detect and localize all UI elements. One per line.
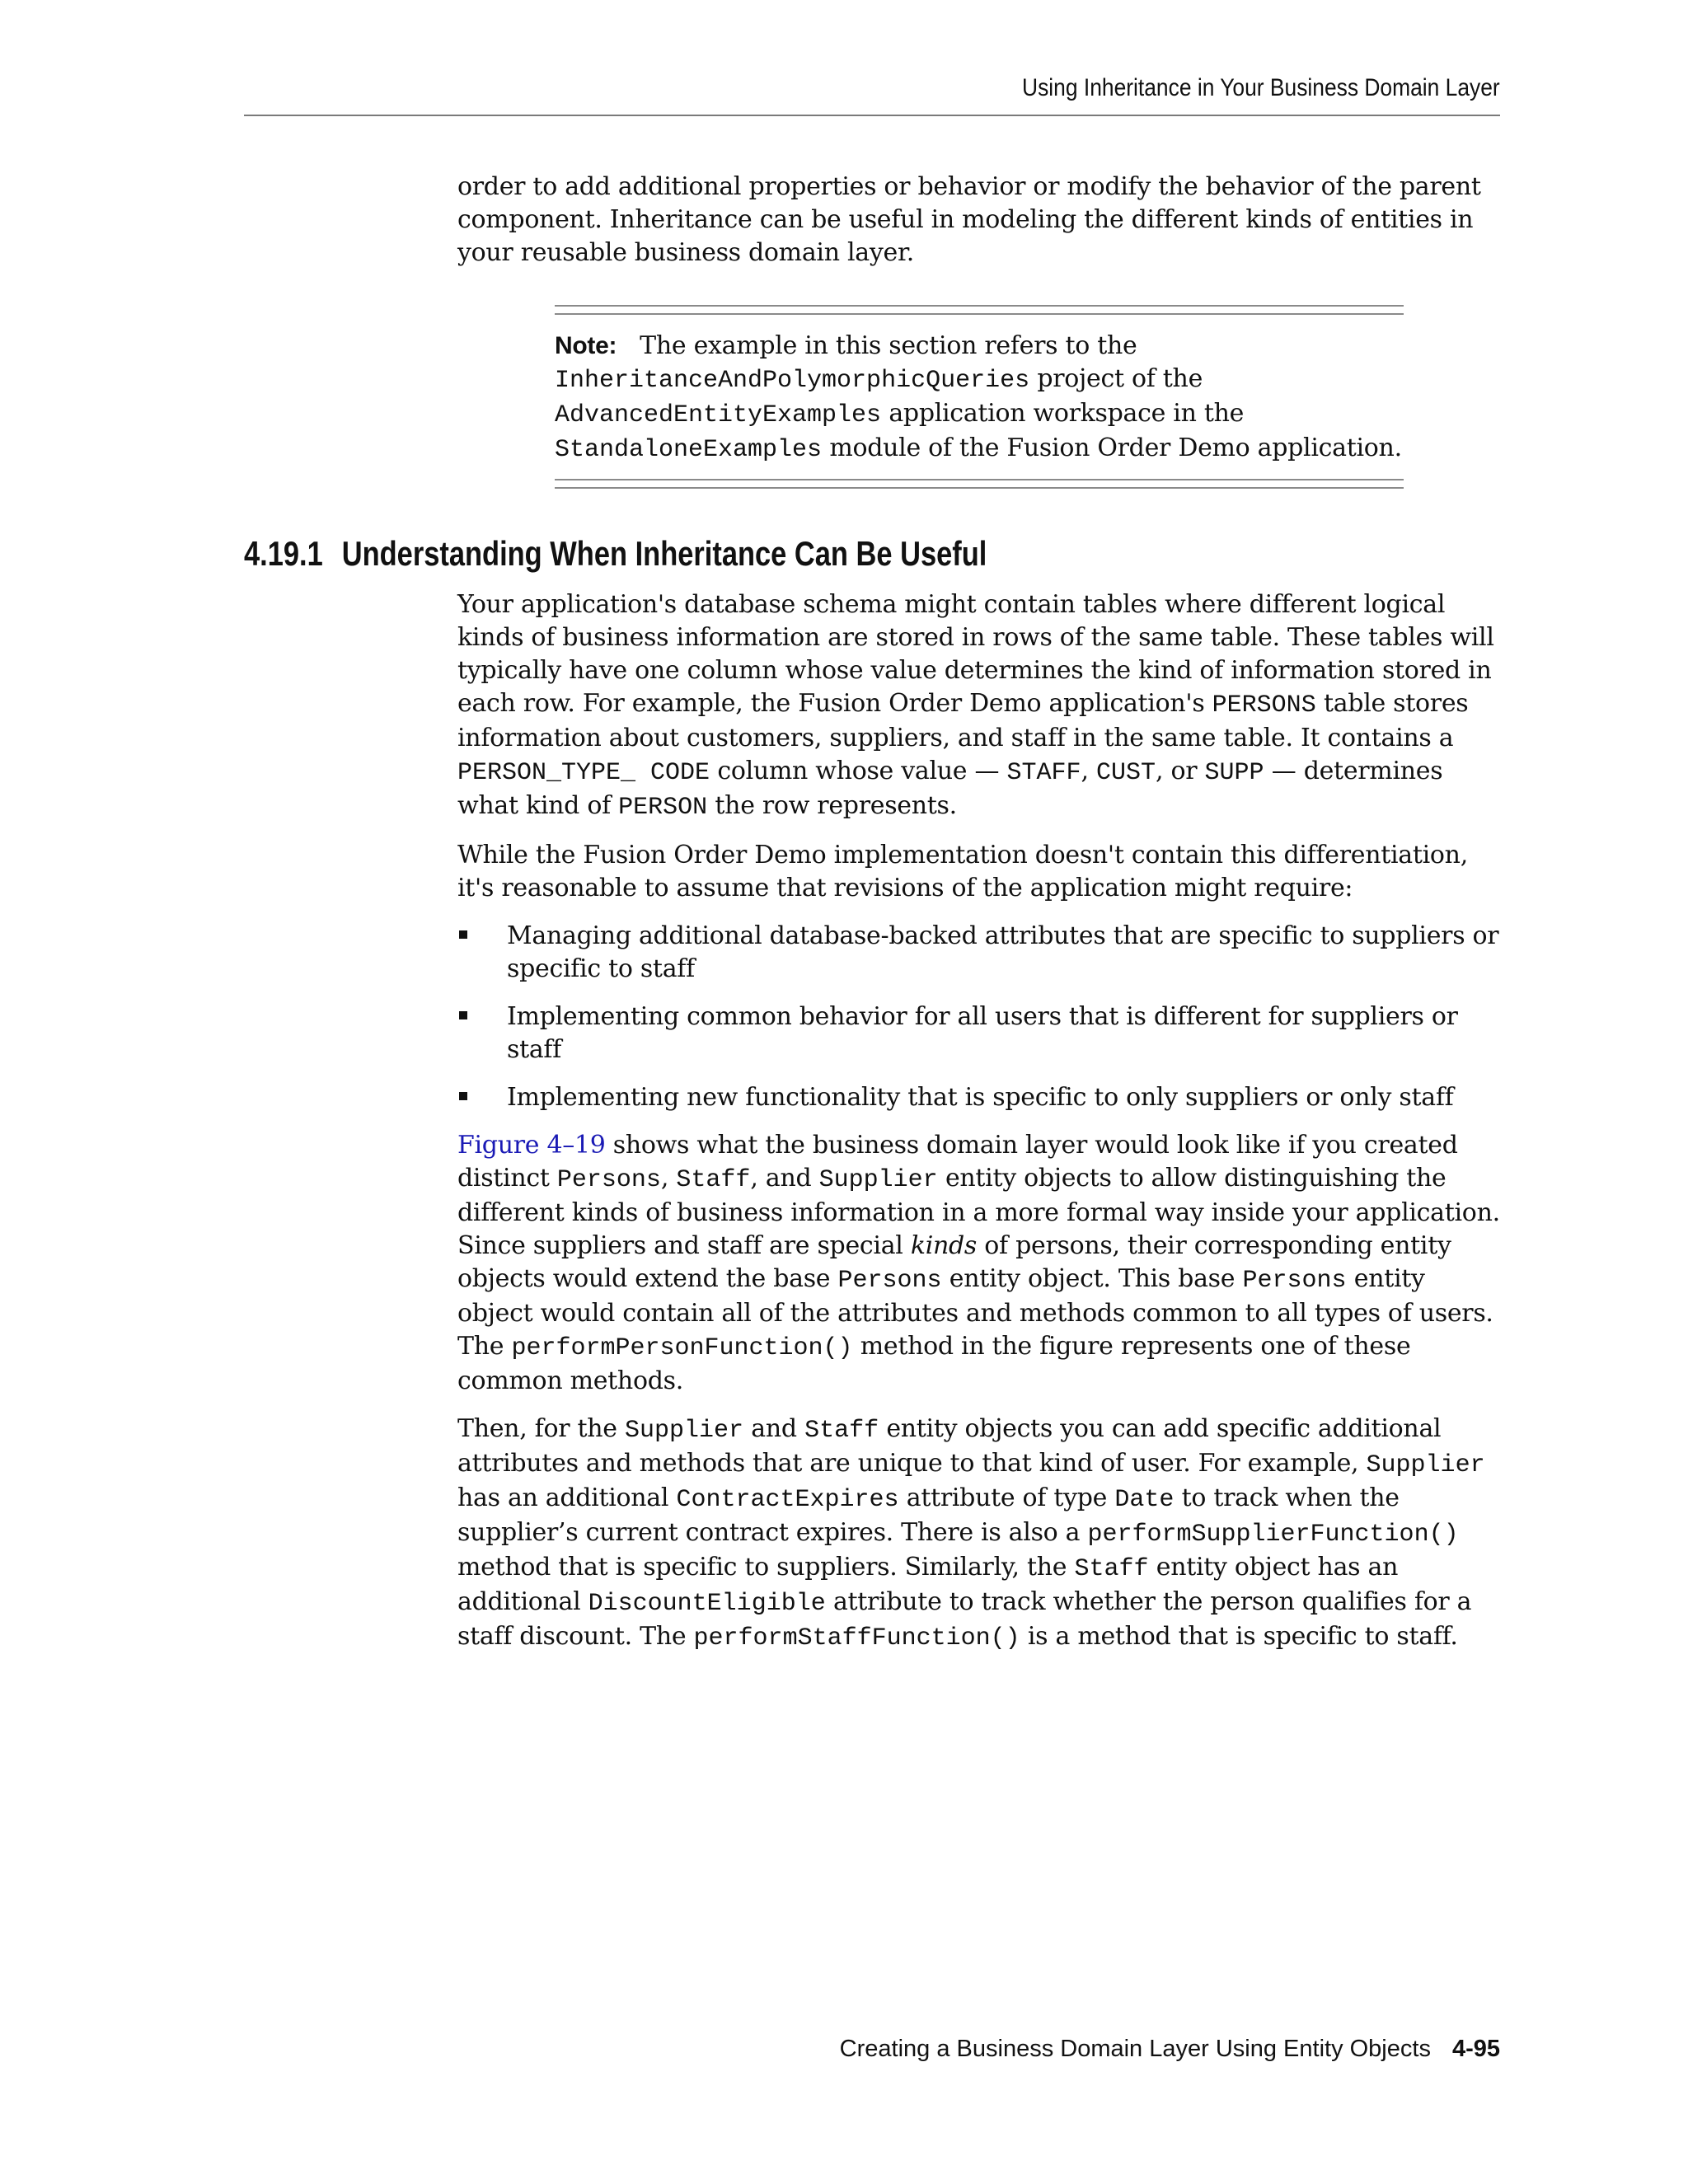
bullet-icon (459, 1011, 467, 1019)
text-run: the row represents. (715, 791, 957, 820)
text-run: Your application's database schema might contain tables where different logical kinds of business information are stored in rows of the same table. These tables will typically have one column whose value determines the kind of information stored in each row. For example, the Fusion Order Demo application's (457, 590, 1494, 718)
code-term: PERSONS (1212, 691, 1316, 719)
code-term: PERSON_TYPE_ CODE (457, 759, 710, 787)
section-title: Understanding When Inheritance Can Be Useful (341, 534, 987, 573)
note-box (555, 305, 1404, 489)
code-term: performPersonFunction() (511, 1334, 853, 1362)
note-text-part: module of the Fusion Order Demo application. (829, 434, 1402, 462)
list-item-text: Implementing new functionality that is specific to only suppliers or only staff (507, 1083, 1454, 1112)
note-top-rule (555, 305, 1404, 315)
code-term: Persons (1242, 1267, 1347, 1295)
page-footer (840, 2036, 1500, 2063)
list-item (457, 1081, 1500, 1114)
text-run: is a method that is specific to staff. (1027, 1622, 1458, 1651)
code-term: Persons (837, 1267, 942, 1295)
code-term: Staff (676, 1166, 751, 1194)
text-run: column whose value — (717, 757, 1000, 785)
code-term: Supplier (625, 1417, 744, 1445)
text-run: shows what the business domain layer would look like if you created distinct (457, 1131, 1458, 1193)
code-term: PERSON (618, 794, 708, 822)
module-name-code: StandaloneExamples (555, 436, 823, 464)
bullet-icon (459, 930, 467, 939)
emphasis-term: kinds (910, 1231, 978, 1260)
text-run: entity objects to allow distinguishing the different kinds of business information in a more formal way inside your application. Since suppliers and staff are special (457, 1164, 1500, 1260)
code-term: Supplier (818, 1166, 938, 1194)
text-run: , (1081, 757, 1089, 785)
text-run: attribute to track whether the person qualifies for a staff discount. The (457, 1587, 1472, 1651)
text-run: to track when the supplier’s current contract expires. There is also a (457, 1483, 1400, 1547)
requirements-list (457, 920, 1500, 1114)
footer-chapter-title: Creating a Business Domain Layer Using Entity Objects (839, 2036, 1431, 2062)
paragraph-subtypes (457, 1413, 1500, 1655)
code-term: STAFF (1006, 759, 1081, 787)
text-run: of persons, their corresponding entity objects would extend the base (457, 1231, 1451, 1293)
code-term: performStaffFunction() (693, 1624, 1020, 1652)
text-run: attribute of type (906, 1483, 1108, 1512)
paragraph-schema (457, 588, 1500, 824)
project-name-code: InheritanceAndPolymorphicQueries (555, 367, 1030, 395)
code-term: CUST (1095, 759, 1156, 787)
note-text (555, 315, 1404, 479)
section-body (457, 588, 1500, 1670)
code-term: Date (1114, 1486, 1175, 1514)
text-run: entity objects you can add specific additional attributes and methods that are unique to that kind of user. For example, (457, 1414, 1442, 1478)
code-term: SUPP (1204, 759, 1264, 787)
code-term: performSupplierFunction() (1087, 1521, 1459, 1549)
section-number: 4.19.1 (244, 534, 323, 573)
intro-paragraph-block (457, 171, 1500, 284)
page-number: 4-95 (1451, 2036, 1500, 2062)
workspace-name-code: AdvancedEntityExamples (555, 401, 882, 429)
paragraph-revisions: While the Fusion Order Demo implementation doesn't contain this differentiation, it's reasonable to assume that revisions of the application might require: (457, 841, 1468, 902)
code-term: Staff (804, 1417, 879, 1445)
intro-paragraph: order to add additional properties or behavior or modify the behavior of the parent component. Inheritance can be useful in modeling the different kinds of entities in your reusable business domain layer. (457, 172, 1481, 267)
code-term: Supplier (1366, 1451, 1485, 1479)
code-term: Persons (556, 1166, 661, 1194)
text-run: — determines what kind of (457, 757, 1443, 820)
bullet-icon (459, 1092, 467, 1100)
text-run: entity object would contain all of the attributes and methods common to all types of users. The (457, 1264, 1493, 1361)
note-text-part: application workspace in the (889, 399, 1245, 428)
list-item (457, 1001, 1500, 1066)
section-heading (244, 534, 987, 574)
code-term: ContractExpires (676, 1486, 899, 1514)
text-run: method in the figure represents one of these common methods. (457, 1332, 1411, 1395)
figure-link[interactable]: Figure 4–19 (457, 1131, 606, 1160)
list-item-text: Implementing common behavior for all users that is different for suppliers or staff (507, 1002, 1458, 1064)
note-bottom-rule (555, 479, 1404, 489)
note-label: Note: (555, 332, 617, 359)
list-item (457, 920, 1500, 986)
text-run: entity object. This base (949, 1264, 1236, 1293)
text-run: table stores information about customers, suppliers, and staff in the same table. It contains a (457, 689, 1469, 752)
code-term: Staff (1074, 1555, 1149, 1583)
text-run: method that is specific to suppliers. Similarly, the (457, 1553, 1067, 1582)
text-run: , or (1155, 757, 1198, 785)
text-run: , and (750, 1164, 812, 1193)
list-item-text: Managing additional database-backed attributes that are specific to suppliers or specific to staff (507, 921, 1499, 983)
note-text-part: The example in this section refers to the (640, 331, 1137, 360)
note-text-part: project of the (1037, 364, 1203, 393)
text-run: entity object has an additional (457, 1553, 1399, 1616)
paragraph-figure (457, 1129, 1500, 1398)
code-term: DiscountEligible (588, 1590, 826, 1618)
running-header: Using Inheritance in Your Business Domain Layer (1022, 74, 1500, 101)
text-run: has an additional (457, 1483, 669, 1512)
text-run: Then, for the (457, 1414, 617, 1443)
text-run: and (751, 1414, 797, 1443)
text-run: , (660, 1164, 669, 1193)
header-rule (244, 115, 1500, 116)
